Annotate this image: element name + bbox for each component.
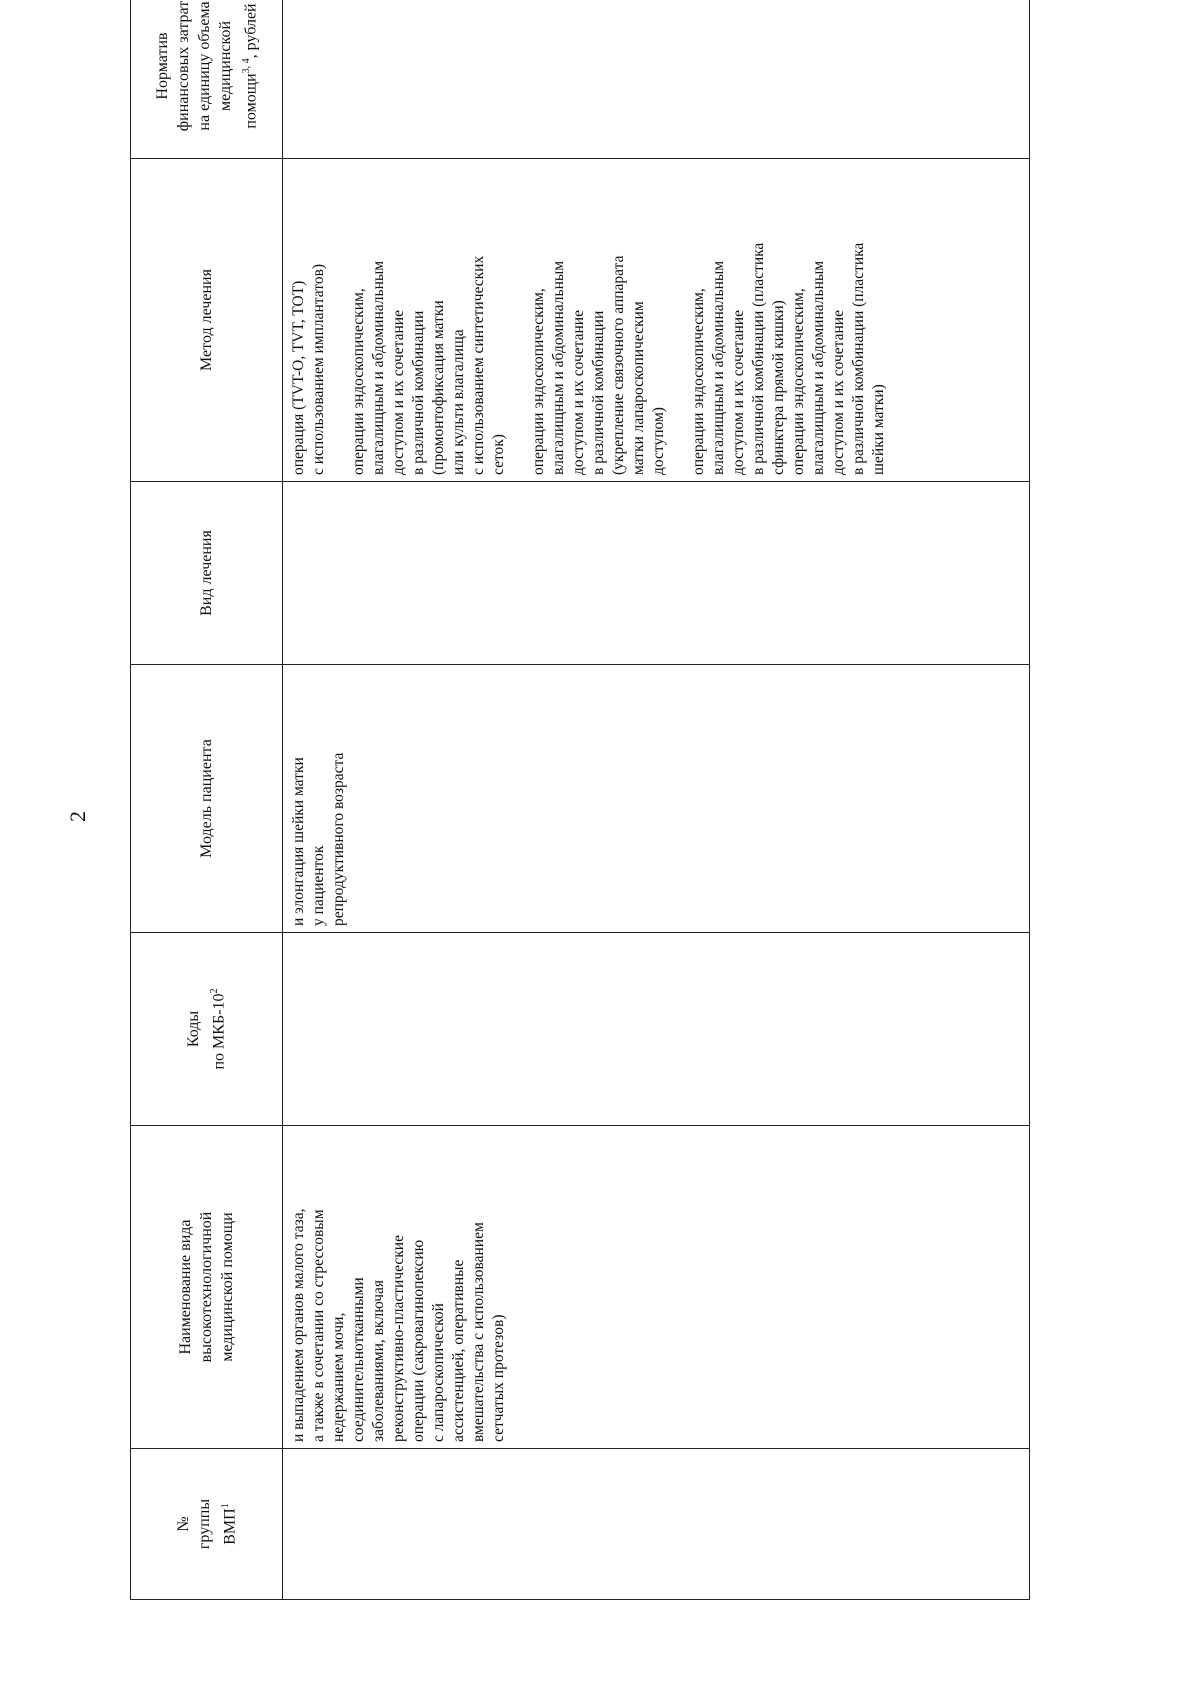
header-vmp-name: Наименование вида высокотехнологичной медицинской помощи (131, 1126, 283, 1449)
vmp-table (130, 0, 1030, 1600)
cell-cost-norm (283, 0, 1030, 159)
rotated-table-wrapper (130, 0, 1030, 1600)
cell-patient-model: и элонгация шейки матки у пациенток репродуктивного возраста (283, 665, 1030, 933)
method-block: операция (TVT-O, TVT, TOT) с использованием имплантатов) (290, 263, 327, 475)
method-block: операции эндоскопическим, влагалищным и абдоминальным доступом и их сочетание в различной комбинации (укрепление связочного аппарата матки лапароскопическим доступом) (530, 255, 667, 475)
header-cost-norm: Норматив финансовых затрат на единицу объема медицинской помощи$^{3, 4}$, рублей (131, 0, 283, 159)
header-icd-codes: Коды по МКБ-$10^2$ (131, 933, 283, 1126)
cell-group-number (283, 1449, 1030, 1600)
table-header-row (131, 0, 283, 1600)
method-block: операции эндоскопическим, влагалищным и абдоминальным доступом и их сочетание в различной комбинации (промонтофиксация матки или культи влагалища с использованием синтетических сеток) (350, 255, 507, 475)
header-treatment-type: Вид лечения (131, 482, 283, 665)
page-number: 2 (65, 811, 90, 822)
table-row (283, 0, 1030, 1600)
header-group-number: № группы ВМП$^1$ (131, 1449, 283, 1600)
header-treatment-method: Метод лечения (131, 159, 283, 482)
header-patient-model: Модель пациента (131, 665, 283, 933)
cell-vmp-name: и выпадением органов малого таза, а также в сочетании со стрессовым недержанием мочи, соединительнотканными заболеваниями, включая реконструктивно-пластические операции (сакровагинопексию с лапароскопической ассистенцией, оперативные вмешательства с использованием сетчатых протезов) (283, 1126, 1030, 1449)
cell-treatment-type (283, 482, 1030, 665)
method-block: операции эндоскопическим, влагалищным и абдоминальным доступом и их сочетание в различной комбинации (пластика сфинктера прямой кишки) операции эндоскопическим, влагалищным и абдоминальным доступом и их сочетание в различной комбинации (пластика шейки матки) (690, 242, 887, 475)
cell-icd-codes (283, 933, 1030, 1126)
cell-treatment-method (283, 159, 1030, 482)
